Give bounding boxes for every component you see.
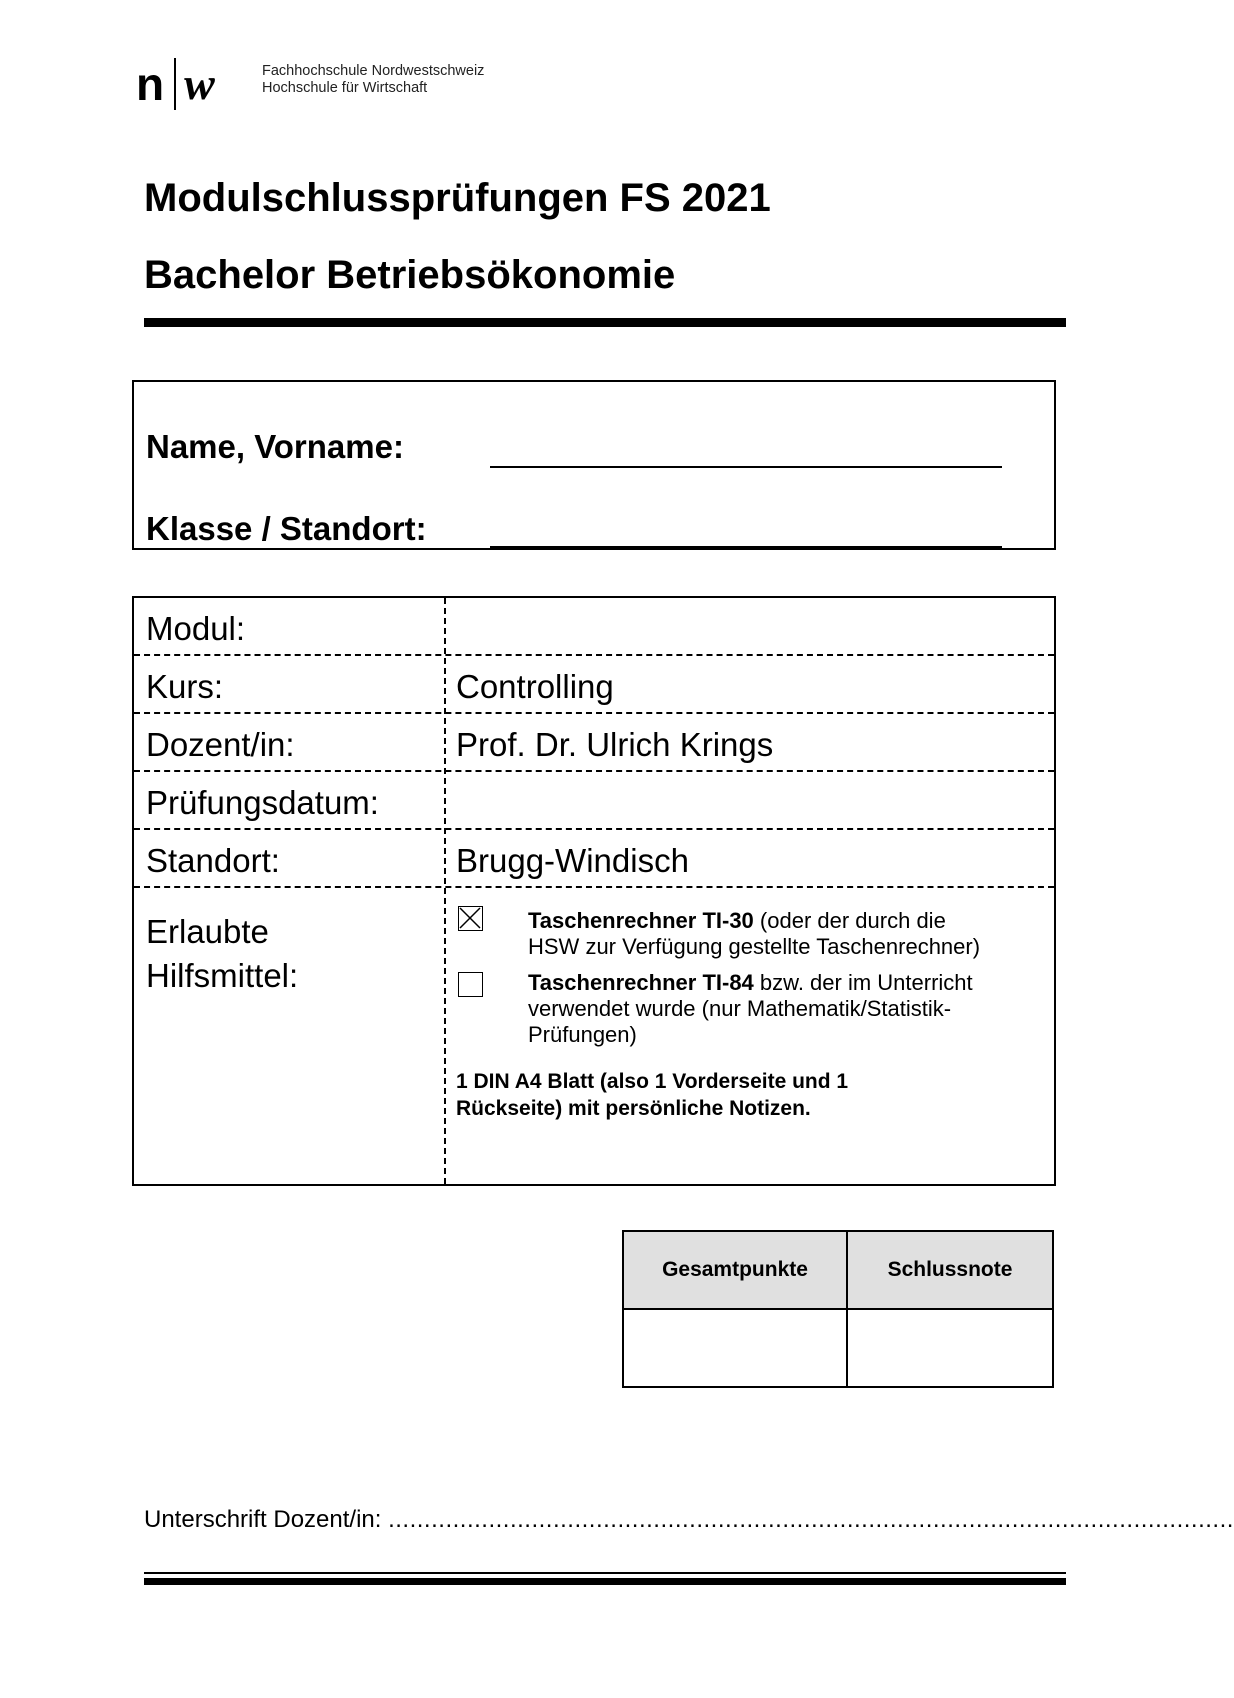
name-field[interactable] [490,466,1002,468]
gesamtpunkte-header: Gesamtpunkte [623,1231,847,1309]
page-subtitle: Bachelor Betriebsökonomie [144,253,676,297]
schlussnote-field[interactable] [847,1309,1053,1387]
score-header-row [623,1231,1053,1309]
logo-letter-n: n [136,58,165,110]
class-label: Klasse / Standort: [146,510,427,547]
name-label: Name, Vorname: [146,428,404,465]
score-value-row [623,1309,1053,1387]
row-divider [134,712,1054,714]
modul-label: Modul: [146,610,246,647]
ti30-title: Taschenrechner TI-30 [528,908,754,933]
ti84-text-2: verwendet wurde (nur Mathematik/Statistik- [528,996,952,1021]
gesamtpunkte-field[interactable] [623,1309,847,1387]
footer-rule-thin [144,1572,1066,1574]
exam-info-table [132,596,1056,1186]
dozent-label: Dozent/in: [146,726,295,763]
pruefungsdatum-label: Prüfungsdatum: [146,784,379,821]
standort-label: Standort: [146,842,280,879]
notes-line-2: Rückseite) mit persönliche Notizen. [456,1097,811,1120]
column-divider [444,598,446,1184]
institution-line-2: Hochschule für Wirtschaft [262,80,428,96]
ti30-checkbox[interactable] [458,906,483,931]
ti30-description [528,908,1038,960]
ti84-title: Taschenrechner TI-84 [528,970,754,995]
hilfsmittel-label-line-2: Hilfsmittel: [146,957,299,994]
ti84-text-3: Prüfungen) [528,1022,637,1047]
row-divider [134,770,1054,772]
logo-letter-w: w [184,58,215,109]
row-divider [134,828,1054,830]
logo-divider [174,58,176,110]
student-info-box [132,380,1056,550]
checkbox-cross-icon [459,907,481,929]
dozent-value: Prof. Dr. Ulrich Krings [456,726,774,763]
institution-line-1: Fachhochschule Nordwestschweiz [262,63,485,79]
score-table [622,1230,1054,1388]
logo [136,58,215,110]
class-field[interactable] [490,546,1002,548]
notes-line-1: 1 DIN A4 Blatt (also 1 Vorderseite und 1 [456,1070,849,1093]
schlussnote-header: Schlussnote [847,1231,1053,1309]
institution-name [262,63,484,97]
hilfsmittel-label-line-1: Erlaubte [146,913,269,950]
hilfsmittel-label [146,910,298,998]
ti84-text-1: bzw. der im Unterricht [759,970,973,995]
footer-rule-thick [144,1578,1066,1585]
row-divider [134,654,1054,656]
notes-allowance [456,1068,1016,1122]
signature-label: Unterschrift Dozent/in: [144,1506,382,1533]
ti84-description [528,970,1038,1048]
ti30-text-1: (oder der durch die [759,908,946,933]
kurs-label: Kurs: [146,668,224,705]
ti30-text-2: HSW zur Verfügung gestellte Taschenrechner) [528,934,981,959]
ti84-checkbox[interactable] [458,972,483,997]
page-title: Modulschlussprüfungen FS 2021 [144,176,771,220]
row-divider [134,886,1054,888]
kurs-value: Controlling [456,668,614,705]
standort-value: Brugg-Windisch [456,842,689,879]
header-rule [144,318,1066,327]
signature-field[interactable]: ...................................................................................................................... [388,1506,1234,1533]
signature-line [144,1506,1234,1534]
